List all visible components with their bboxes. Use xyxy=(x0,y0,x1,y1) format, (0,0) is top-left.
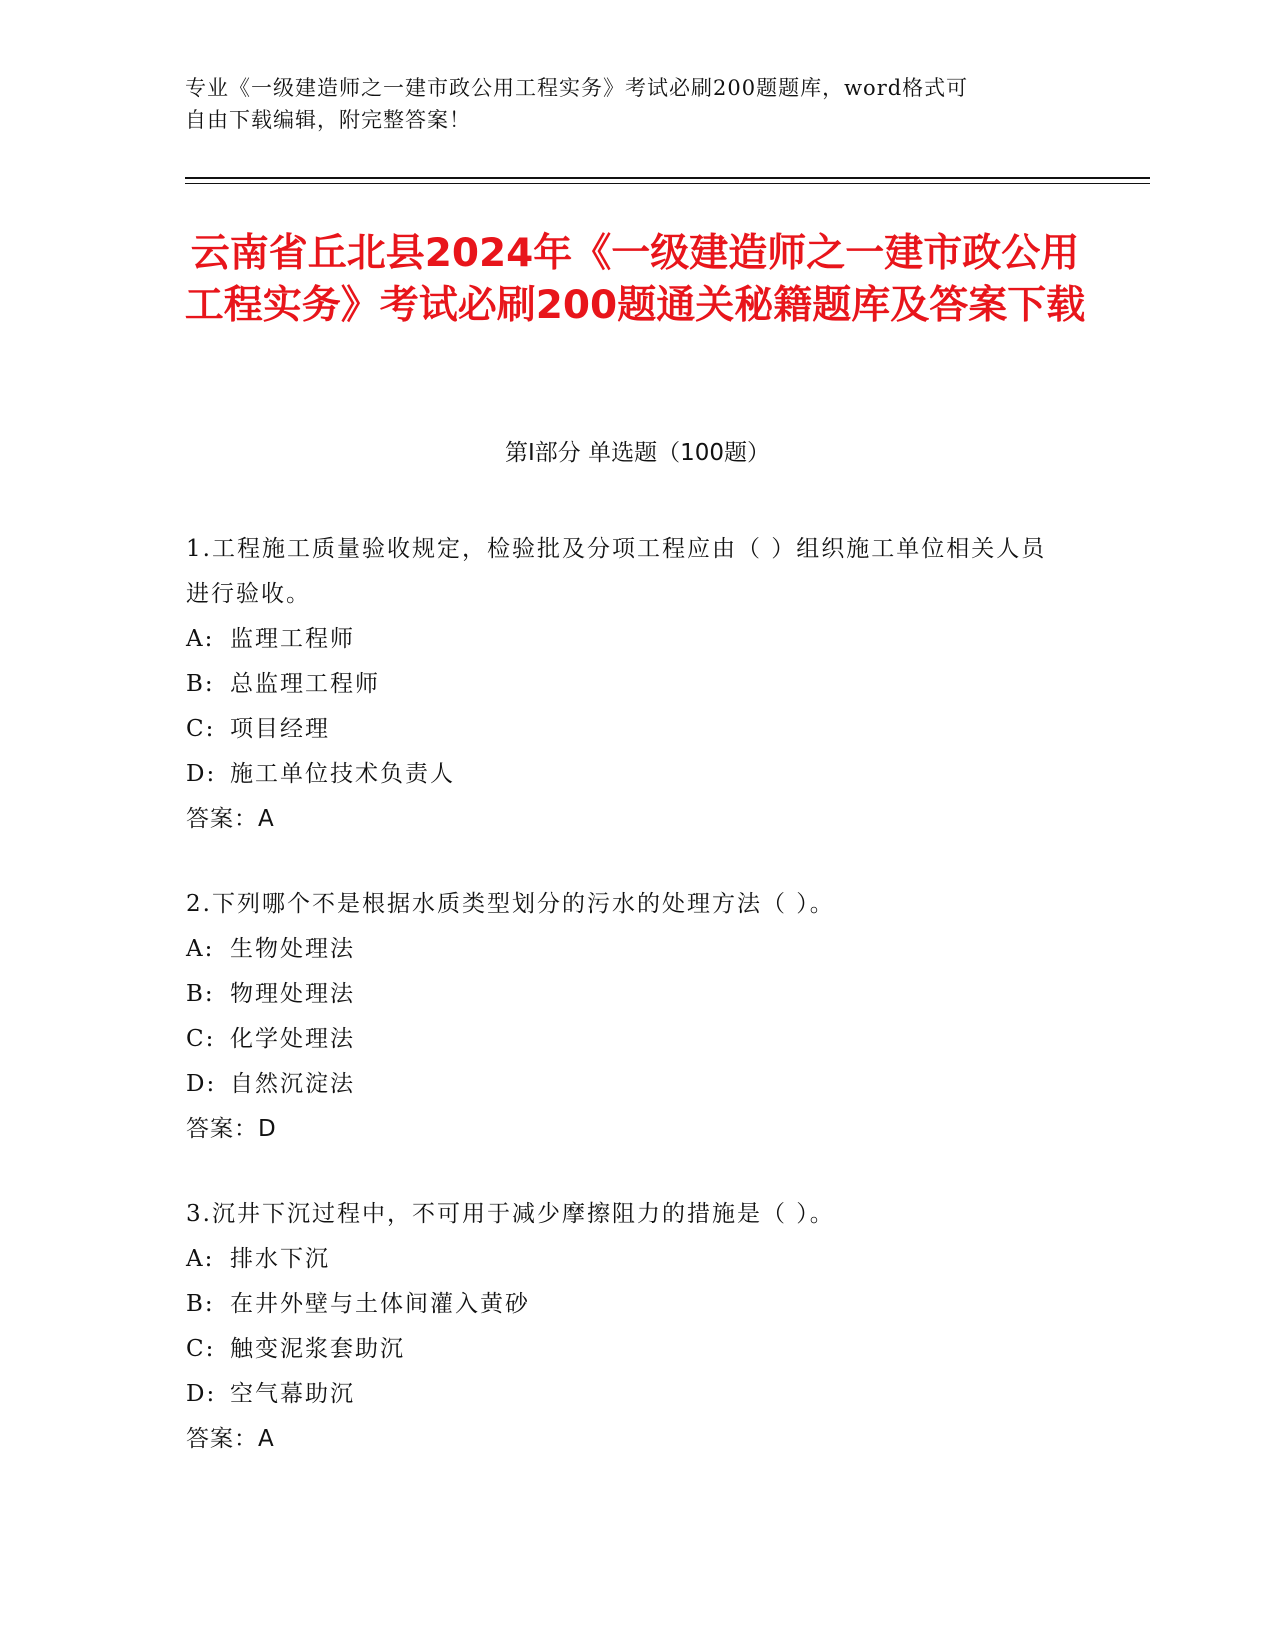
option-key: D: xyxy=(186,761,217,787)
option-d xyxy=(186,752,1066,797)
option-text: 物理处理法 xyxy=(230,981,355,1007)
option-key: D: xyxy=(186,1381,217,1407)
question-stem: 1.工程施工质量验收规定，检验批及分项工程应由（ ）组织施工单位相关人员进行验收。 xyxy=(186,536,1047,607)
option-b xyxy=(186,972,1066,1017)
header-divider-thick xyxy=(185,177,1150,179)
option-text: 排水下沉 xyxy=(230,1246,330,1272)
option-a xyxy=(186,927,1066,972)
option-text: 项目经理 xyxy=(230,716,330,742)
option-key: B: xyxy=(186,671,215,697)
option-b xyxy=(186,1282,1066,1327)
option-text: 在井外壁与土体间灌入黄砂 xyxy=(230,1291,530,1317)
option-c xyxy=(186,1327,1066,1372)
option-text: 空气幕助沉 xyxy=(230,1381,355,1407)
option-key: C: xyxy=(186,716,216,742)
answer-line: 答案：A xyxy=(186,1426,275,1452)
option-c xyxy=(186,707,1066,752)
option-key: B: xyxy=(186,981,215,1007)
option-key: A: xyxy=(186,936,215,962)
option-a xyxy=(186,617,1066,662)
option-text: 监理工程师 xyxy=(230,626,355,652)
option-d xyxy=(186,1062,1066,1107)
option-key: B: xyxy=(186,1291,215,1317)
option-key: D: xyxy=(186,1071,217,1097)
option-text: 施工单位技术负责人 xyxy=(230,761,455,787)
option-text: 自然沉淀法 xyxy=(230,1071,355,1097)
question-stem: 2.下列哪个不是根据水质类型划分的污水的处理方法（ ）。 xyxy=(186,891,835,917)
question-list xyxy=(186,527,1066,1502)
option-text: 化学处理法 xyxy=(230,1026,355,1052)
question-stem: 3.沉井下沉过程中，不可用于减少摩擦阻力的措施是（ ）。 xyxy=(186,1201,835,1227)
answer-line: 答案：D xyxy=(186,1116,277,1142)
answer-line: 答案：A xyxy=(186,806,275,832)
option-b xyxy=(186,662,1066,707)
header-divider-thin xyxy=(185,183,1150,184)
option-key: C: xyxy=(186,1336,216,1362)
option-text: 生物处理法 xyxy=(230,936,355,962)
option-c xyxy=(186,1017,1066,1062)
option-key: C: xyxy=(186,1026,216,1052)
option-text: 触变泥浆套助沉 xyxy=(230,1336,405,1362)
section-title: 第I部分 单选题（100题） xyxy=(505,440,770,466)
option-a xyxy=(186,1237,1066,1282)
option-key: A: xyxy=(186,626,215,652)
question-3 xyxy=(186,1192,1066,1462)
question-1 xyxy=(186,527,1066,842)
option-key: A: xyxy=(186,1246,215,1272)
header-note: 专业《一级建造师之一建市政公用工程实务》考试必刷200题题库，word格式可 自由下载编辑，附完整答案！ xyxy=(185,76,969,132)
document-title: 云南省丘北县2024年《一级建造师之一建市政公用工程实务》考试必刷200题通关秘籍题库及答案下载 xyxy=(184,231,1086,328)
option-d xyxy=(186,1372,1066,1417)
option-text: 总监理工程师 xyxy=(230,671,380,697)
question-2 xyxy=(186,882,1066,1152)
